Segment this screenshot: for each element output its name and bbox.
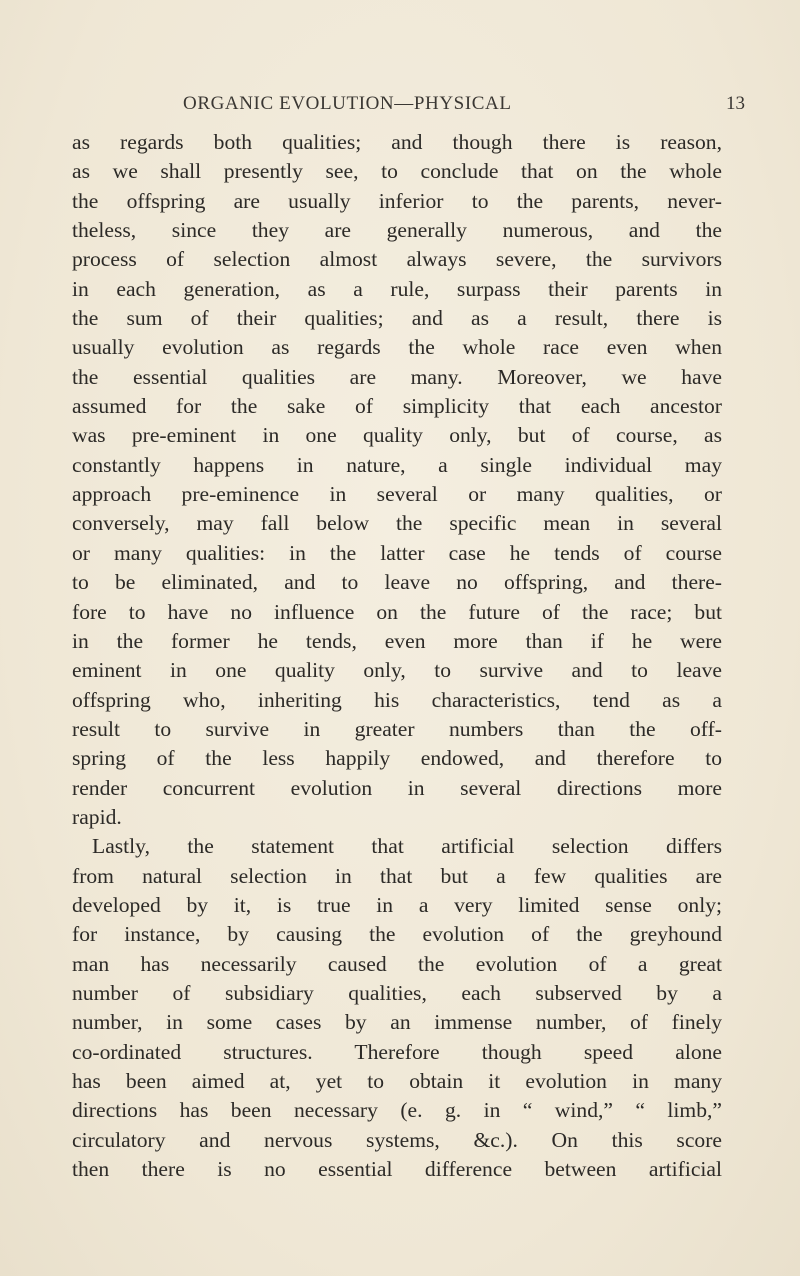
text-line: the offspring are usually inferior to the parents, never- xyxy=(72,188,722,213)
running-head: ORGANIC EVOLUTION—PHYSICAL xyxy=(183,93,512,114)
text-line: the essential qualities are many. Moreover, we have xyxy=(72,364,722,389)
text-line: result to survive in greater numbers than the off- xyxy=(72,716,722,741)
text-line: developed by it, is true in a very limited sense only; xyxy=(72,892,722,917)
text-line: to be eliminated, and to leave no offspring, and there- xyxy=(72,570,722,595)
body-text xyxy=(72,128,722,1184)
text-line: usually evolution as regards the whole race even when xyxy=(72,335,722,360)
text-line: assumed for the sake of simplicity that each ancestor xyxy=(72,394,722,419)
text-line: man has necessarily caused the evolution of a great xyxy=(72,951,722,976)
text-line: directions has been necessary (e. g. in “ wind,” “ limb,” xyxy=(72,1098,722,1123)
text-line: constantly happens in nature, a single individual may xyxy=(72,452,722,477)
text-line: or many qualities: in the latter case he tends of course xyxy=(72,540,722,565)
text-line: as regards both qualities; and though there is reason, xyxy=(72,130,722,154)
text-line: theless, since they are generally numerous, and the xyxy=(72,218,722,243)
page-number: 13 xyxy=(726,93,745,114)
text-line: then there is no essential difference between artificial xyxy=(72,1157,722,1182)
text-line: eminent in one quality only, to survive and to leave xyxy=(72,658,722,683)
text-line: fore to have no influence on the future of the race; but xyxy=(72,599,722,624)
text-line: as we shall presently see, to conclude that on the whole xyxy=(72,159,722,184)
text-line: has been aimed at, yet to obtain it evolution in many xyxy=(72,1069,722,1093)
text-line: circulatory and nervous systems, &c.). On this score xyxy=(72,1127,722,1152)
text-line: in the former he tends, even more than if he were xyxy=(72,628,722,653)
text-line: for instance, by causing the evolution of the greyhound xyxy=(72,922,722,947)
text-line: the sum of their qualities; and as a result, there is xyxy=(72,306,722,331)
text-line: was pre-eminent in one quality only, but of course, as xyxy=(72,423,722,448)
text-line: conversely, may fall below the specific mean in several xyxy=(72,511,722,536)
text-line: render concurrent evolution in several directions more xyxy=(72,775,722,800)
text-line: in each generation, as a rule, surpass their parents in xyxy=(72,276,722,301)
text-line: process of selection almost always severe, the survivors xyxy=(72,247,722,272)
text-line: offspring who, inheriting his characteristics, tend as a xyxy=(72,687,722,712)
text-line: co-ordinated structures. Therefore though speed alone xyxy=(72,1039,722,1064)
text-line: approach pre-eminence in several or many qualities, or xyxy=(72,482,722,507)
text-line: spring of the less happily endowed, and therefore to xyxy=(72,746,722,771)
text-line: from natural selection in that but a few qualities are xyxy=(72,863,722,888)
paragraph-start-line: Lastly, the statement that artificial selection differs xyxy=(92,834,722,859)
text-line: number of subsidiary qualities, each subserved by a xyxy=(72,980,722,1005)
paragraph-end-line: rapid. xyxy=(72,804,122,829)
text-line: number, in some cases by an immense number, of finely xyxy=(72,1010,722,1035)
